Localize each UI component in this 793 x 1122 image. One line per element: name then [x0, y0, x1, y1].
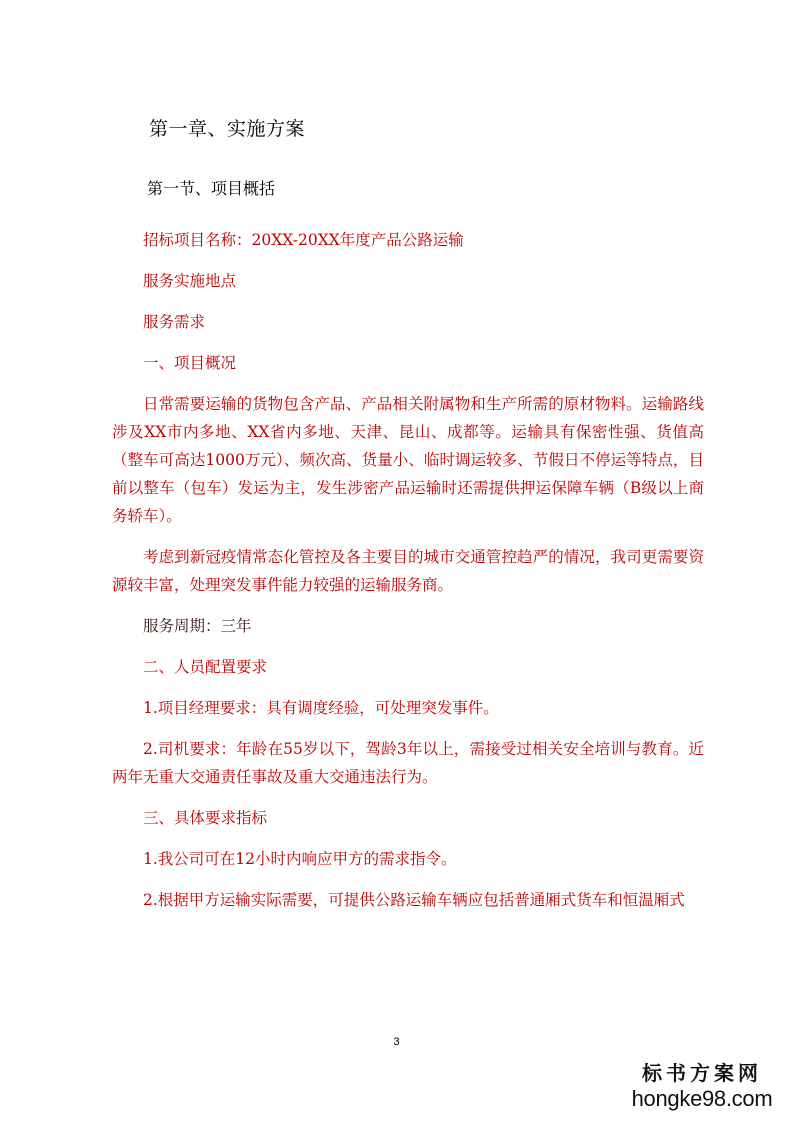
watermark-name: 标书方案网	[642, 1061, 762, 1085]
document-body	[112, 226, 704, 927]
paragraph: 三、具体要求指标	[143, 809, 268, 827]
section-title: 第一节、项目概括	[147, 179, 276, 198]
paragraph: 1.我公司可在12小时内响应甲方的需求指令。	[143, 850, 457, 868]
paragraph: 2.根据甲方运输实际需要，可提供公路运输车辆应包括普通厢式货车和恒温厢式	[143, 891, 685, 909]
paragraph: 日常需要运输的货物包含产品、产品相关附属物和生产所需的原材物料。运输路线涉及XX市内多地、XX省内多地、天津、昆山、成都等。运输具有保密性强、货值高（整车可高达1000万元）、频次高、货量小、临时调运较多、节假日不停运等特点，目前以整车（包车）发运为主，发生涉密产品运输时还需提供押运保障车辆（B级以上商务轿车）。	[112, 395, 704, 525]
paragraph: 一、项目概况	[143, 354, 237, 372]
chapter-title: 第一章、实施方案	[149, 118, 306, 140]
watermark-url: hongke98.com	[631, 1086, 773, 1111]
paragraph: 1.项目经理要求：具有调度经验，可处理突发事件。	[143, 699, 499, 717]
watermark-logo	[627, 1060, 777, 1112]
paragraph: 2.司机要求：年龄在55岁以下，驾龄3年以上，需接受过相关安全培训与教育。近两年无重大交通责任事故及重大交通违法行为。	[112, 740, 704, 786]
page-number: 3	[393, 1036, 400, 1048]
paragraph: 二、人员配置要求	[143, 658, 268, 676]
paragraph: 服务需求	[143, 313, 206, 331]
paragraph: 考虑到新冠疫情常态化管控及各主要目的城市交通管控趋严的情况，我司更需要资源较丰富，处理突发事件能力较强的运输服务商。	[112, 548, 704, 594]
paragraph: 招标项目名称：20XX-20XX年度产品公路运输	[143, 231, 464, 249]
paragraph: 服务周期：三年	[143, 617, 252, 635]
paragraph: 服务实施地点	[143, 272, 237, 290]
